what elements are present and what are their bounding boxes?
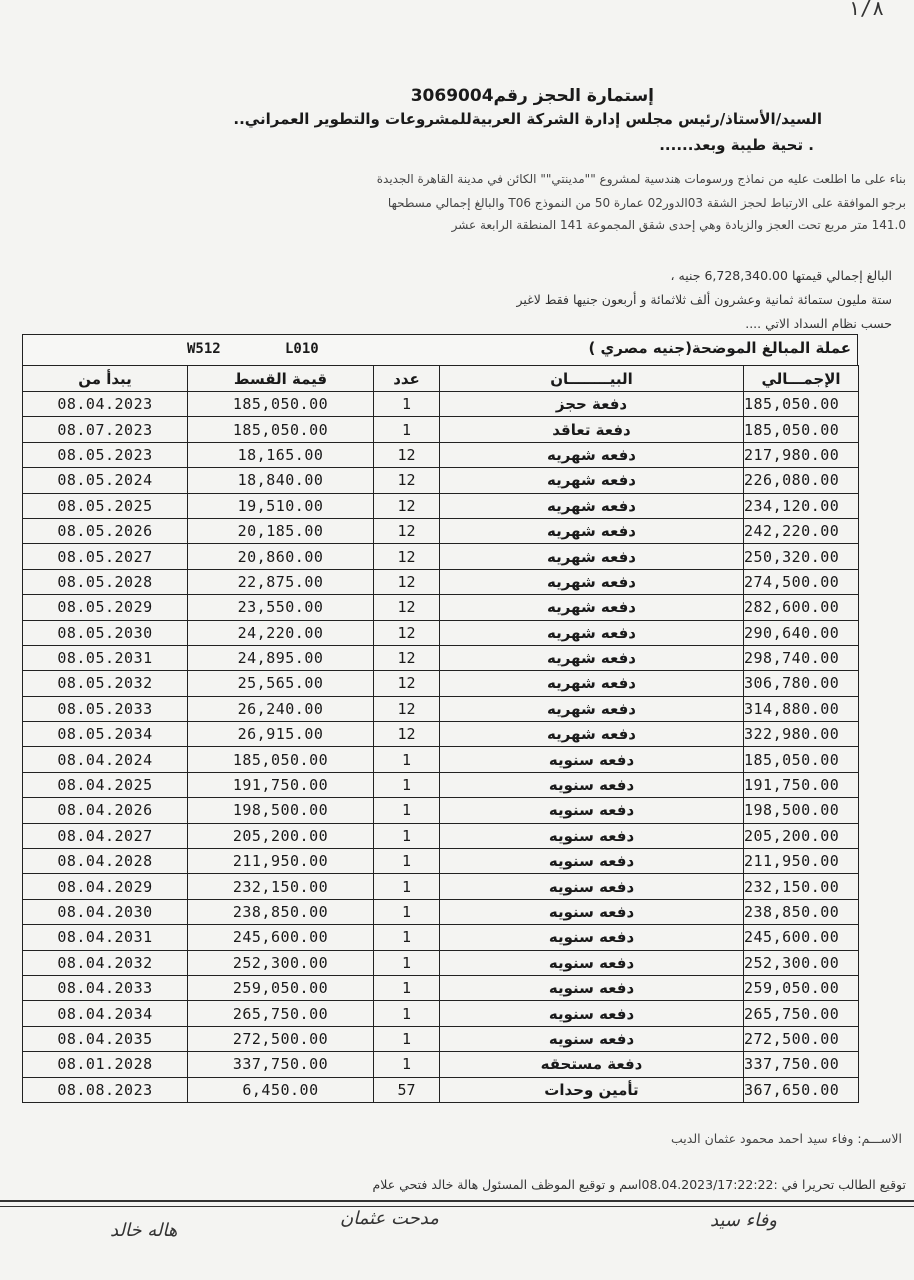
cell-installment: 18,165.00	[188, 442, 374, 467]
cell-start-date: 08.04.2035	[23, 1026, 188, 1051]
cell-description: دفعه سنويه	[440, 849, 744, 874]
cell-count: 12	[374, 493, 440, 518]
table-row	[23, 747, 859, 772]
cell-count: 12	[374, 442, 440, 467]
cell-count: 1	[374, 925, 440, 950]
cell-total: 234,120.00	[744, 493, 859, 518]
cell-total: 245,600.00	[744, 925, 859, 950]
cell-total: 314,880.00	[744, 696, 859, 721]
cell-description: دفعه سنويه	[440, 823, 744, 848]
cell-count: 1	[374, 874, 440, 899]
cell-description: دفعة مستحقه	[440, 1052, 744, 1077]
cell-count: 1	[374, 1026, 440, 1051]
cell-installment: 205,200.00	[188, 823, 374, 848]
signature-date-line: توقيع الطالب تحريرا في :08.04.2023/17:22:22اسم و توقيع الموظف المسئول هالة خالد فتحي علام	[372, 1177, 906, 1192]
table-row	[23, 645, 859, 670]
cell-total: 259,050.00	[744, 975, 859, 1000]
unit-code: W512	[187, 341, 221, 357]
cell-count: 1	[374, 417, 440, 442]
table-row	[23, 1052, 859, 1077]
cell-count: 12	[374, 671, 440, 696]
cell-count: 12	[374, 722, 440, 747]
cell-total: 337,750.00	[744, 1052, 859, 1077]
location-code: L010	[285, 341, 319, 357]
cell-start-date: 08.05.2032	[23, 671, 188, 696]
cell-installment: 22,875.00	[188, 569, 374, 594]
cell-total: 232,150.00	[744, 874, 859, 899]
cell-installment: 211,950.00	[188, 849, 374, 874]
cell-total: 298,740.00	[744, 645, 859, 670]
cell-total: 211,950.00	[744, 849, 859, 874]
cell-installment: 185,050.00	[188, 417, 374, 442]
cell-description: دفعه شهريه	[440, 493, 744, 518]
cell-count: 12	[374, 696, 440, 721]
cell-description: دفعة تعاقد	[440, 417, 744, 442]
cell-count: 12	[374, 645, 440, 670]
cell-description: دفعه شهريه	[440, 544, 744, 569]
table-row	[23, 493, 859, 518]
column-header-row	[23, 366, 859, 392]
cell-installment: 337,750.00	[188, 1052, 374, 1077]
cell-description: دفعه سنويه	[440, 798, 744, 823]
cell-start-date: 08.04.2026	[23, 798, 188, 823]
page-number: ١/٨	[848, 0, 885, 20]
cell-count: 1	[374, 823, 440, 848]
cell-description: دفعه شهريه	[440, 468, 744, 493]
cell-total: 290,640.00	[744, 620, 859, 645]
table-row	[23, 442, 859, 467]
cell-installment: 259,050.00	[188, 975, 374, 1000]
table-row	[23, 671, 859, 696]
cell-description: دفعه سنويه	[440, 899, 744, 924]
cell-start-date: 08.08.2023	[23, 1077, 188, 1102]
cell-start-date: 08.05.2033	[23, 696, 188, 721]
cell-description: دفعه شهريه	[440, 620, 744, 645]
cell-installment: 191,750.00	[188, 772, 374, 797]
cell-total: 198,500.00	[744, 798, 859, 823]
table-row	[23, 518, 859, 543]
payment-schedule-intro: حسب نظام السداد الاتي ....	[745, 316, 892, 331]
cell-installment: 19,510.00	[188, 493, 374, 518]
cell-start-date: 08.04.2034	[23, 1001, 188, 1026]
intro-line-2: برجو الموافقة على الارتباط لحجز الشقة 03الدور02 عمارة 50 من النموذج T06 والبالغ إجمالي مسطحها	[387, 196, 906, 210]
table-row	[23, 392, 859, 417]
cell-total: 185,050.00	[744, 747, 859, 772]
cell-start-date: 08.07.2023	[23, 417, 188, 442]
cell-start-date: 08.05.2025	[23, 493, 188, 518]
cell-description: دفعه شهريه	[440, 671, 744, 696]
cell-count: 1	[374, 747, 440, 772]
cell-total: 205,200.00	[744, 823, 859, 848]
cell-installment: 26,240.00	[188, 696, 374, 721]
cell-description: دفعه سنويه	[440, 975, 744, 1000]
handwritten-signature-middle: مدحت عثمان	[340, 1208, 439, 1229]
table-row	[23, 950, 859, 975]
cell-description: دفعه سنويه	[440, 772, 744, 797]
col-header-total: الإجمـــالي	[744, 366, 859, 392]
cell-installment: 185,050.00	[188, 747, 374, 772]
table-row	[23, 798, 859, 823]
cell-start-date: 08.04.2030	[23, 899, 188, 924]
cell-start-date: 08.05.2024	[23, 468, 188, 493]
table-row	[23, 1026, 859, 1051]
cell-count: 1	[374, 392, 440, 417]
table-row	[23, 696, 859, 721]
cell-count: 1	[374, 1001, 440, 1026]
cell-total: 367,650.00	[744, 1077, 859, 1102]
schedule-grid	[22, 365, 859, 1103]
cell-installment: 198,500.00	[188, 798, 374, 823]
table-row	[23, 975, 859, 1000]
cell-start-date: 08.05.2029	[23, 595, 188, 620]
greeting-line: . تحية طيبة وبعد......	[659, 136, 814, 154]
cell-start-date: 08.04.2028	[23, 849, 188, 874]
cell-total: 185,050.00	[744, 417, 859, 442]
cell-installment: 238,850.00	[188, 899, 374, 924]
cell-installment: 232,150.00	[188, 874, 374, 899]
cell-start-date: 08.04.2024	[23, 747, 188, 772]
cell-description: دفعه سنويه	[440, 1026, 744, 1051]
cell-description: دفعه سنويه	[440, 747, 744, 772]
footer-rule-bottom	[0, 1206, 914, 1207]
table-row	[23, 417, 859, 442]
cell-start-date: 08.05.2023	[23, 442, 188, 467]
col-header-installment: قيمة القسط	[188, 366, 374, 392]
applicant-name-line: الاســـم: وفاء سيد احمد محمود عثمان الديب	[671, 1131, 902, 1146]
cell-start-date: 08.01.2028	[23, 1052, 188, 1077]
table-row	[23, 899, 859, 924]
cell-total: 250,320.00	[744, 544, 859, 569]
cell-count: 1	[374, 849, 440, 874]
cell-count: 1	[374, 772, 440, 797]
cell-total: 226,080.00	[744, 468, 859, 493]
intro-line-1: بناء على ما اطلعت عليه من نماذج ورسومات هندسية لمشروع ""مدينتي"" الكائن في مدينة القاهرة الجديدة	[376, 172, 906, 186]
table-row	[23, 874, 859, 899]
cell-total: 252,300.00	[744, 950, 859, 975]
cell-count: 1	[374, 975, 440, 1000]
cell-description: دفعة حجز	[440, 392, 744, 417]
table-row	[23, 1077, 859, 1102]
cell-start-date: 08.04.2032	[23, 950, 188, 975]
cell-installment: 24,220.00	[188, 620, 374, 645]
cell-installment: 18,840.00	[188, 468, 374, 493]
cell-count: 12	[374, 544, 440, 569]
table-row	[23, 544, 859, 569]
cell-installment: 272,500.00	[188, 1026, 374, 1051]
table-row	[23, 569, 859, 594]
cell-installment: 26,915.00	[188, 722, 374, 747]
handwritten-signature-right: وفاء سيد	[710, 1210, 777, 1231]
cell-total: 238,850.00	[744, 899, 859, 924]
cell-count: 12	[374, 569, 440, 594]
table-row	[23, 620, 859, 645]
cell-description: دفعه شهريه	[440, 518, 744, 543]
cell-count: 57	[374, 1077, 440, 1102]
cell-description: دفعه شهريه	[440, 722, 744, 747]
cell-count: 12	[374, 595, 440, 620]
cell-description: دفعه شهريه	[440, 645, 744, 670]
cell-count: 1	[374, 798, 440, 823]
cell-total: 242,220.00	[744, 518, 859, 543]
currency-note: عملة المبالغ الموضحة(جنيه مصري )	[588, 339, 851, 357]
cell-count: 12	[374, 518, 440, 543]
table-row	[23, 849, 859, 874]
col-header-start: يبدأ من	[23, 366, 188, 392]
cell-total: 191,750.00	[744, 772, 859, 797]
handwritten-signature-left: هاله خالد	[110, 1220, 178, 1241]
cell-start-date: 08.05.2034	[23, 722, 188, 747]
cell-start-date: 08.05.2030	[23, 620, 188, 645]
cell-total: 282,600.00	[744, 595, 859, 620]
cell-start-date: 08.05.2026	[23, 518, 188, 543]
table-row	[23, 823, 859, 848]
cell-installment: 252,300.00	[188, 950, 374, 975]
cell-start-date: 08.04.2023	[23, 392, 188, 417]
col-header-count: عدد	[374, 366, 440, 392]
table-row	[23, 925, 859, 950]
total-in-words: ستة مليون ستمائة ثمانية وعشرون ألف ثلاثمائة و أربعون جنيها فقط لاغير	[516, 292, 892, 307]
cell-description: دفعه سنويه	[440, 1001, 744, 1026]
cell-installment: 265,750.00	[188, 1001, 374, 1026]
cell-start-date: 08.05.2028	[23, 569, 188, 594]
cell-description: دفعه سنويه	[440, 874, 744, 899]
cell-installment: 20,860.00	[188, 544, 374, 569]
cell-total: 306,780.00	[744, 671, 859, 696]
table-row	[23, 1001, 859, 1026]
payment-schedule-table	[22, 334, 858, 1103]
table-row	[23, 722, 859, 747]
cell-total: 274,500.00	[744, 569, 859, 594]
cell-start-date: 08.04.2029	[23, 874, 188, 899]
table-row	[23, 772, 859, 797]
footer-rule-top	[0, 1200, 914, 1202]
cell-installment: 25,565.00	[188, 671, 374, 696]
cell-description: دفعه سنويه	[440, 950, 744, 975]
cell-installment: 245,600.00	[188, 925, 374, 950]
cell-installment: 185,050.00	[188, 392, 374, 417]
cell-installment: 6,450.00	[188, 1077, 374, 1102]
table-row	[23, 468, 859, 493]
col-header-desc: البيــــــــان	[440, 366, 744, 392]
cell-total: 265,750.00	[744, 1001, 859, 1026]
table-header-band	[22, 334, 858, 365]
cell-description: تأمين وحدات	[440, 1077, 744, 1102]
cell-start-date: 08.04.2025	[23, 772, 188, 797]
addressee-line: السيد/الأستاذ/رئيس مجلس إدارة الشركة العربيةللمشروعات والتطوير العمراني..	[233, 110, 822, 128]
cell-description: دفعه شهريه	[440, 569, 744, 594]
cell-count: 1	[374, 950, 440, 975]
cell-start-date: 08.04.2031	[23, 925, 188, 950]
cell-installment: 20,185.00	[188, 518, 374, 543]
cell-description: دفعه شهريه	[440, 442, 744, 467]
cell-start-date: 08.05.2031	[23, 645, 188, 670]
cell-start-date: 08.05.2027	[23, 544, 188, 569]
total-amount-line: البالغ إجمالي قيمتها 6,728,340.00 جنيه ،	[670, 268, 892, 283]
cell-start-date: 08.04.2027	[23, 823, 188, 848]
cell-start-date: 08.04.2033	[23, 975, 188, 1000]
form-title: إستمارة الحجز رقم3069004	[410, 86, 654, 106]
cell-total: 185,050.00	[744, 392, 859, 417]
cell-installment: 24,895.00	[188, 645, 374, 670]
cell-count: 12	[374, 468, 440, 493]
intro-line-3: 141.0 متر مربع تحت العجز والزيادة وهي إحدى شقق المجموعة 141 المنطقة الرابعة عشر	[451, 218, 906, 232]
table-row	[23, 595, 859, 620]
cell-total: 322,980.00	[744, 722, 859, 747]
cell-count: 12	[374, 620, 440, 645]
cell-count: 1	[374, 899, 440, 924]
cell-description: دفعه سنويه	[440, 925, 744, 950]
cell-count: 1	[374, 1052, 440, 1077]
cell-installment: 23,550.00	[188, 595, 374, 620]
cell-total: 217,980.00	[744, 442, 859, 467]
cell-description: دفعه شهريه	[440, 696, 744, 721]
cell-total: 272,500.00	[744, 1026, 859, 1051]
cell-description: دفعه شهريه	[440, 595, 744, 620]
